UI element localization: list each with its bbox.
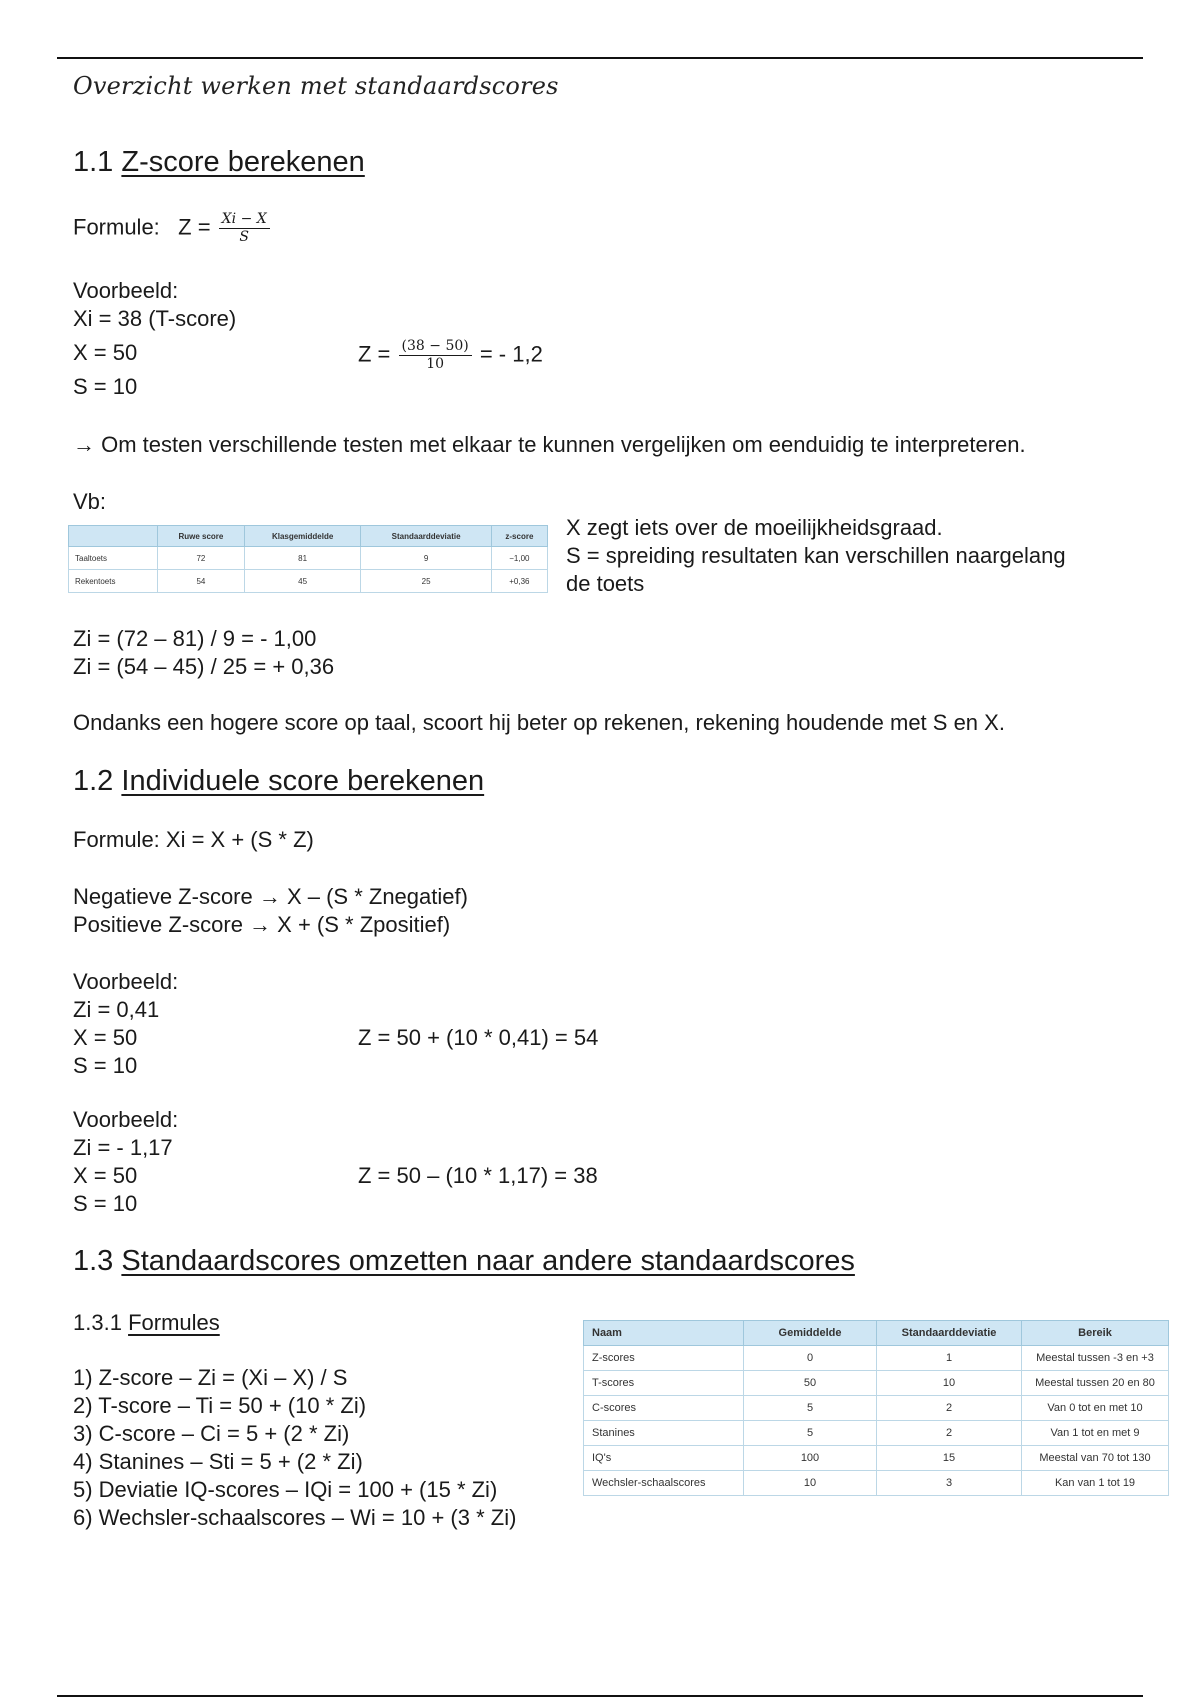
example-label: Voorbeeld:: [73, 1107, 179, 1132]
formula-line: 6) Wechsler-schaalscores – Wi = 10 + (3 * Zi): [73, 1505, 517, 1530]
table-cell: 2: [877, 1421, 1022, 1446]
table-cell: Meestal tussen 20 en 80: [1022, 1371, 1169, 1396]
section-title: Z-score berekenen: [121, 146, 365, 178]
table-cell: Meestal tussen -3 en +3: [1022, 1346, 1169, 1371]
calc-line: Zi = (54 – 45) / 25 = + 0,36: [73, 654, 335, 679]
section-1-3-heading: [73, 1245, 855, 1278]
table-header-cell: [69, 526, 158, 547]
table-cell: 45: [244, 570, 361, 593]
subsection-heading: [73, 1310, 220, 1336]
table-cell: 3: [877, 1471, 1022, 1496]
positive-rule: Positieve Z-score → X + (S * Zpositief): [73, 912, 451, 937]
note-line: de toets: [566, 571, 645, 596]
standard-scores-table: [583, 1320, 1169, 1496]
table-cell: Van 1 tot en met 9: [1022, 1421, 1169, 1446]
individual-formula: Formule: Xi = X + (S * Z): [73, 827, 314, 852]
table-cell: 9: [361, 547, 491, 570]
example-line: X = 50: [73, 340, 138, 365]
table-header-cell: Bereik: [1022, 1321, 1169, 1346]
table-cell: 50: [744, 1371, 877, 1396]
table-row: [69, 570, 548, 593]
table-cell: Taaltoets: [69, 547, 158, 570]
calc-fraction: [399, 339, 472, 372]
table-cell: IQ's: [584, 1446, 744, 1471]
table-cell: 5: [744, 1396, 877, 1421]
page-title: Overzicht werken met standaardscores: [73, 72, 559, 100]
table-cell: 0: [744, 1346, 877, 1371]
table-header-cell: Gemiddelde: [744, 1321, 877, 1346]
table-row: [584, 1371, 1169, 1396]
table-header-cell: Klasgemiddelde: [244, 526, 361, 547]
table-row: [584, 1421, 1169, 1446]
subsection-title: Formules: [128, 1310, 220, 1335]
example-calculation: Z = 50 + (10 * 0,41) = 54: [358, 1025, 599, 1050]
example-line: Zi = 0,41: [73, 997, 160, 1022]
example-line: Zi = - 1,17: [73, 1135, 173, 1160]
table-row: [584, 1471, 1169, 1496]
table-cell: −1,00: [491, 547, 547, 570]
table-cell: Rekentoets: [69, 570, 158, 593]
table-row: [69, 547, 548, 570]
formula-line: 5) Deviatie IQ-scores – IQi = 100 + (15 * Zi): [73, 1477, 498, 1502]
example-calculation: Z = 50 – (10 * 1,17) = 38: [358, 1163, 598, 1188]
example-line: S = 10: [73, 374, 138, 399]
section-number: 1.2: [73, 765, 114, 797]
table-cell: Van 0 tot en met 10: [1022, 1396, 1169, 1421]
example-label: Voorbeeld:: [73, 969, 179, 994]
example-line: X = 50: [73, 1163, 138, 1188]
table-header-cell: Ruwe score: [158, 526, 245, 547]
table-cell: 81: [244, 547, 361, 570]
example-line: X = 50: [73, 1025, 138, 1050]
section-number: 1.3: [73, 1245, 114, 1277]
calc-denominator: 10: [426, 356, 445, 372]
example-line: Xi = 38 (T-score): [73, 306, 237, 331]
formula-fraction: [219, 212, 270, 245]
table-cell: T-scores: [584, 1371, 744, 1396]
table-cell: 5: [744, 1421, 877, 1446]
section-1-2-heading: [73, 765, 484, 798]
formula-line: 4) Stanines – Sti = 5 + (2 * Zi): [73, 1449, 363, 1474]
section-number: 1.1: [73, 146, 114, 178]
table-cell: 100: [744, 1446, 877, 1471]
table-header-row: [69, 526, 548, 547]
table-row: [584, 1446, 1169, 1471]
table-cell: 25: [361, 570, 491, 593]
example-line: S = 10: [73, 1053, 138, 1078]
negative-rule: Negatieve Z-score → X – (S * Znegatief): [73, 884, 468, 909]
formula-label: Formule:: [73, 214, 160, 240]
table-cell: 1: [877, 1346, 1022, 1371]
z-formula: [73, 212, 272, 245]
table-header-row: [584, 1321, 1169, 1346]
vb-label: Vb:: [73, 489, 107, 514]
table-cell: 54: [158, 570, 245, 593]
example-label: Voorbeeld:: [73, 278, 179, 303]
table-header-cell: Standaarddeviatie: [877, 1321, 1022, 1346]
table-header-cell: z-score: [491, 526, 547, 547]
formula-line: 3) C-score – Ci = 5 + (2 * Zi): [73, 1421, 350, 1446]
calc-numerator: (38 − 50): [399, 339, 472, 356]
section-1-1-heading: [73, 146, 365, 179]
formula-lhs: Z =: [178, 214, 211, 240]
calc-line: Zi = (72 – 81) / 9 = - 1,00: [73, 626, 317, 651]
formula-denominator: S: [239, 229, 249, 245]
subsection-number: 1.3.1: [73, 1310, 122, 1335]
section-title: Standaardscores omzetten naar andere standaardscores: [121, 1245, 855, 1277]
formula-line: 1) Z-score – Zi = (Xi – X) / S: [73, 1365, 348, 1390]
calc-result: = - 1,2: [479, 341, 543, 367]
example-line: S = 10: [73, 1191, 138, 1216]
bottom-rule: [57, 1695, 1143, 1697]
formula-numerator: Xi − X: [219, 212, 270, 229]
calc-lhs: Z =: [358, 341, 391, 367]
table-cell: C-scores: [584, 1396, 744, 1421]
arrow-note: → Om testen verschillende testen met elkaar te kunnen vergelijken om eenduidig te interpreteren.: [73, 432, 1026, 457]
table-header-cell: Naam: [584, 1321, 744, 1346]
table-row: [584, 1346, 1169, 1371]
table-cell: Z-scores: [584, 1346, 744, 1371]
table-cell: 10: [744, 1471, 877, 1496]
table-cell: Meestal van 70 tot 130: [1022, 1446, 1169, 1471]
example-calculation: [358, 339, 543, 372]
formula-line: 2) T-score – Ti = 50 + (10 * Zi): [73, 1393, 367, 1418]
table-cell: 72: [158, 547, 245, 570]
table-header-cell: Standaarddeviatie: [361, 526, 491, 547]
table-cell: Wechsler-schaalscores: [584, 1471, 744, 1496]
section-title: Individuele score berekenen: [121, 765, 485, 797]
note-line: S = spreiding resultaten kan verschillen naargelang: [566, 543, 1066, 568]
top-rule: [57, 57, 1143, 59]
table-row: [584, 1396, 1169, 1421]
table-cell: 15: [877, 1446, 1022, 1471]
table-cell: Kan van 1 tot 19: [1022, 1471, 1169, 1496]
score-comparison-table: [68, 525, 548, 593]
table-cell: +0,36: [491, 570, 547, 593]
conclusion: Ondanks een hogere score op taal, scoort hij beter op rekenen, rekening houdende met S en X.: [73, 710, 1005, 735]
note-line: X zegt iets over de moeilijkheidsgraad.: [566, 515, 943, 540]
table-cell: 10: [877, 1371, 1022, 1396]
table-cell: Stanines: [584, 1421, 744, 1446]
table-cell: 2: [877, 1396, 1022, 1421]
